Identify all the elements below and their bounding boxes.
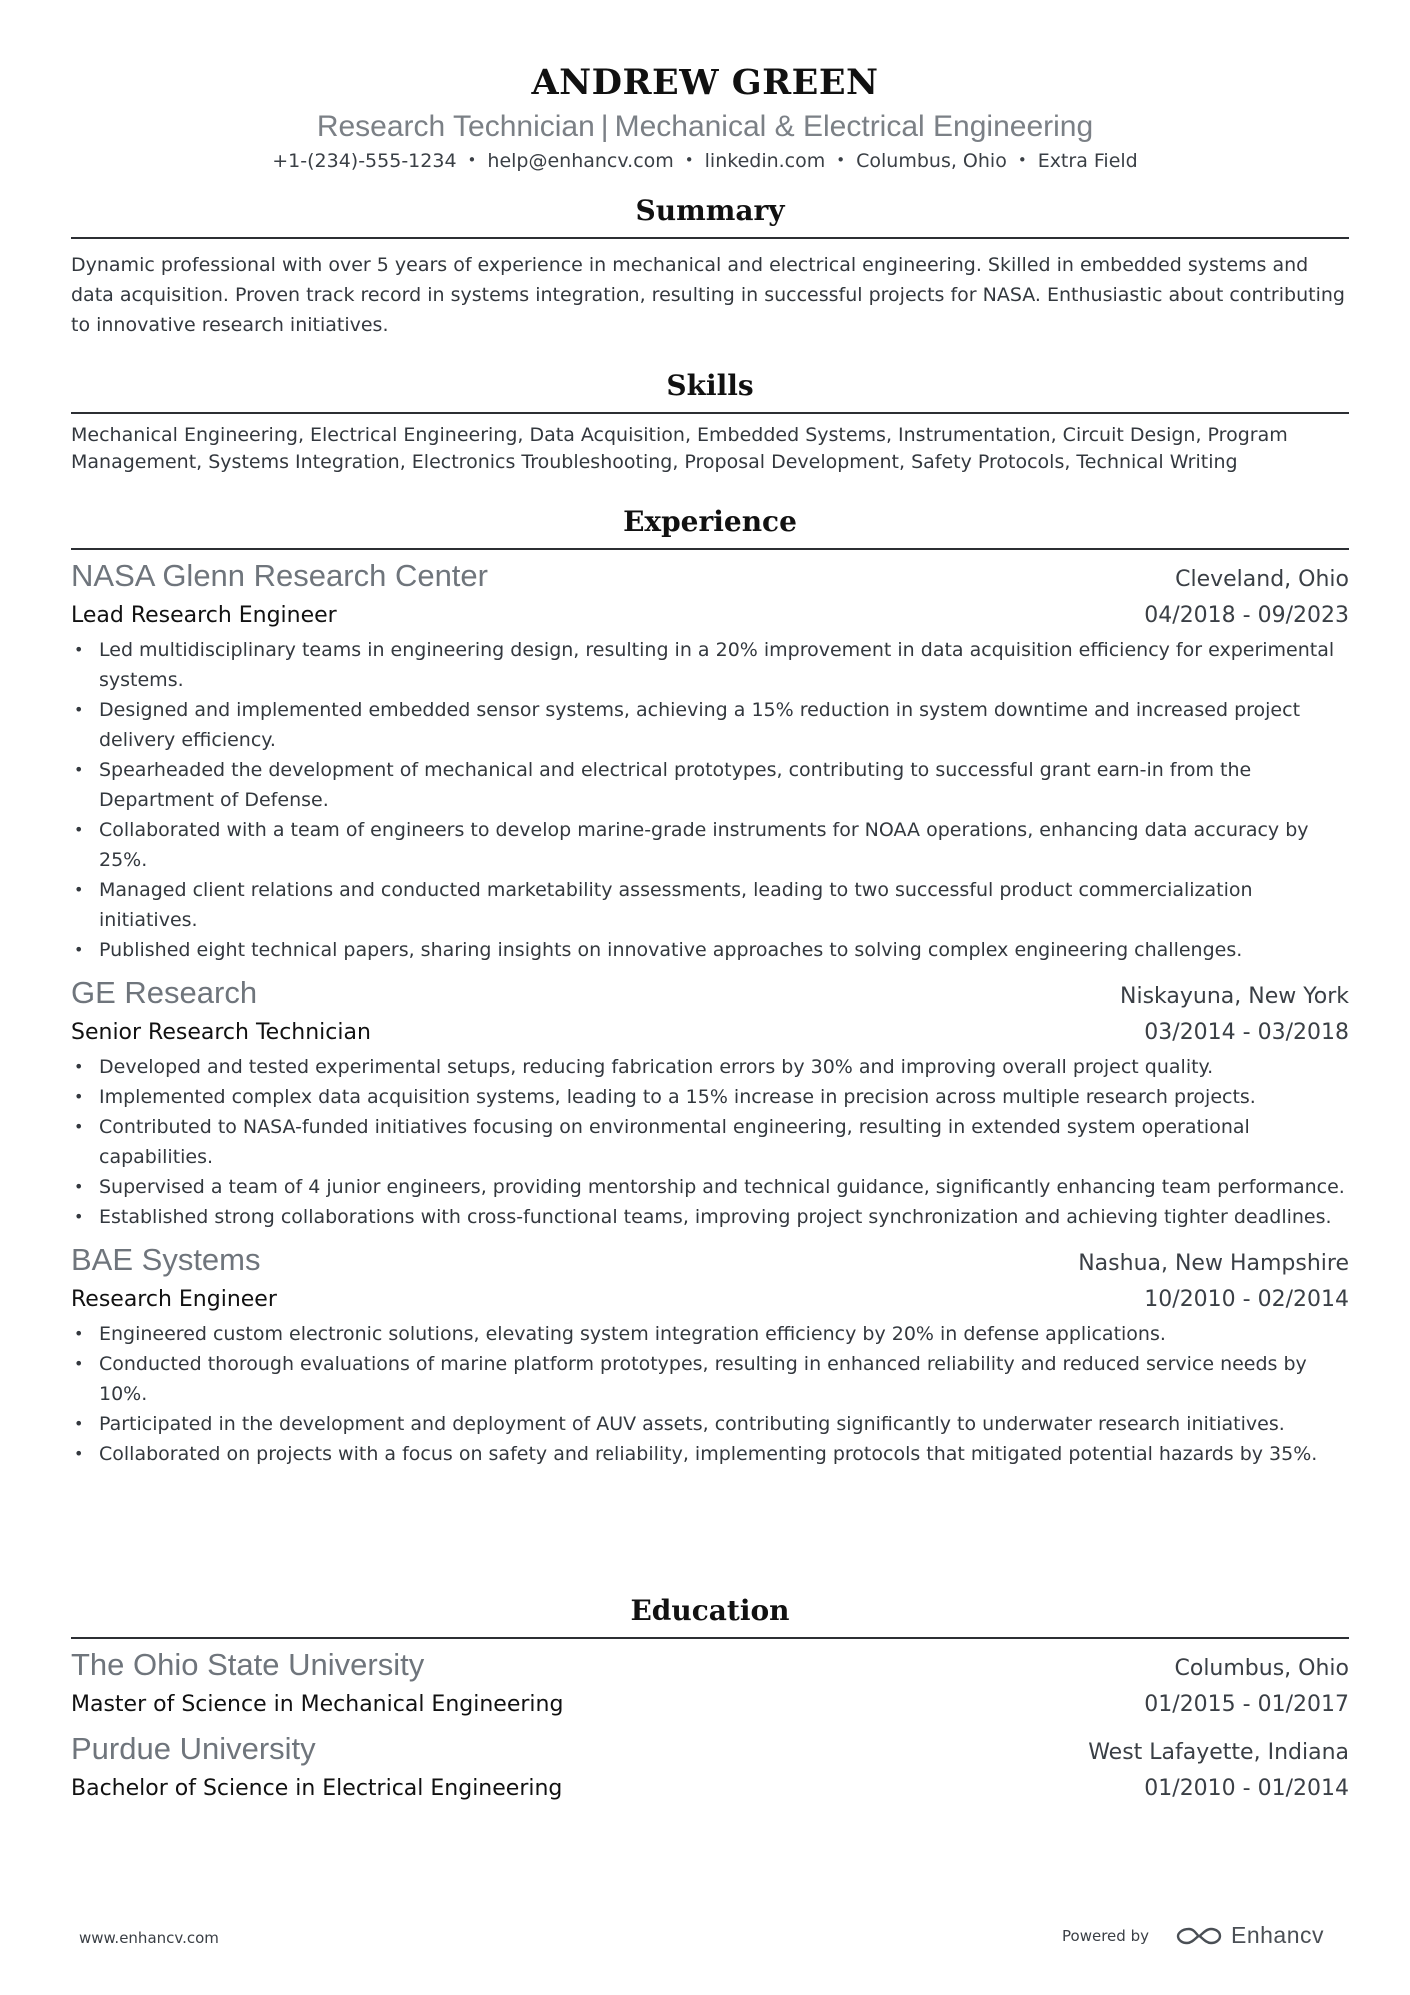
bullet-dot: • bbox=[74, 760, 84, 779]
enhancv-brand-name[interactable]: Enhancv bbox=[1230, 1922, 1324, 1948]
bullet-item bbox=[71, 695, 1349, 755]
bullet-dot: • bbox=[74, 1057, 84, 1076]
school-location: West Lafayette, Indiana bbox=[1088, 1740, 1349, 1765]
degree-name: Master of Science in Mechanical Engineering bbox=[71, 1692, 564, 1717]
enhancv-logo-icon bbox=[1175, 1924, 1223, 1948]
section-title-summary: Summary bbox=[635, 194, 785, 227]
bullet-item bbox=[71, 1202, 1349, 1232]
section-divider bbox=[71, 1637, 1349, 1639]
job-bullets bbox=[71, 1052, 1349, 1232]
job-dates: 04/2018 - 09/2023 bbox=[1144, 603, 1349, 628]
education-entry bbox=[71, 1645, 1349, 1723]
bullet-item bbox=[71, 1112, 1349, 1172]
contact-extra-field: Extra Field bbox=[1037, 150, 1138, 172]
experience-entry bbox=[71, 1240, 1349, 1469]
section-divider bbox=[71, 237, 1349, 239]
contact-separator: • bbox=[1017, 151, 1027, 169]
footer-website-link[interactable]: www.enhancv.com bbox=[79, 1929, 219, 1947]
contact-separator: • bbox=[836, 151, 846, 169]
company-name: NASA Glenn Research Center bbox=[71, 558, 488, 593]
bullet-text: Supervised a team of 4 junior engineers, providing mentorship and technical guidance, significantly enhancing team performance. bbox=[99, 1176, 1345, 1198]
job-title: Lead Research Engineer bbox=[71, 603, 337, 628]
bullet-text: Established strong collaborations with cross-functional teams, improving project synchronization and achieving tighter deadlines. bbox=[99, 1206, 1332, 1228]
footer-branding bbox=[1062, 1922, 1324, 1949]
job-title: Senior Research Technician bbox=[71, 1020, 371, 1045]
school-name: The Ohio State University bbox=[71, 1647, 425, 1682]
company-name: BAE Systems bbox=[71, 1242, 261, 1277]
bullet-dot: • bbox=[74, 1444, 84, 1463]
bullet-item bbox=[71, 815, 1349, 875]
contact-phone[interactable]: +1-(234)-555-1234 bbox=[272, 150, 457, 172]
bullet-text: Led multidisciplinary teams in engineering design, resulting in a 20% improvement in data acquisition efficiency for experimental systems. bbox=[99, 639, 1335, 691]
experience-entry bbox=[71, 556, 1349, 965]
bullet-text: Contributed to NASA-funded initiatives focusing on environmental engineering, resulting in extended system operational capabilities. bbox=[99, 1116, 1250, 1168]
bullet-item bbox=[71, 1172, 1349, 1202]
job-bullets bbox=[71, 635, 1349, 965]
bullet-item bbox=[71, 935, 1349, 965]
bullet-dot: • bbox=[74, 820, 84, 839]
education-dates: 01/2015 - 01/2017 bbox=[1144, 1692, 1349, 1717]
bullet-dot: • bbox=[74, 1324, 84, 1343]
bullet-dot: • bbox=[74, 1177, 84, 1196]
candidate-title bbox=[0, 108, 1410, 146]
section-title-experience: Experience bbox=[623, 505, 797, 538]
bullet-dot: • bbox=[74, 700, 84, 719]
contact-email[interactable]: help@enhancv.com bbox=[487, 150, 674, 172]
bullet-dot: • bbox=[74, 1414, 84, 1433]
bullet-dot: • bbox=[74, 1207, 84, 1226]
bullet-text: Managed client relations and conducted marketability assessments, leading to two successful product commercialization initiatives. bbox=[99, 879, 1253, 931]
contact-separator: • bbox=[684, 151, 694, 169]
job-title: Research Engineer bbox=[71, 1287, 277, 1312]
bullet-item bbox=[71, 1409, 1349, 1439]
section-title-skills: Skills bbox=[666, 369, 754, 402]
school-location: Columbus, Ohio bbox=[1174, 1656, 1349, 1681]
powered-by-label: Powered by bbox=[1062, 1926, 1149, 1945]
contact-separator: • bbox=[467, 151, 477, 169]
section-divider bbox=[71, 548, 1349, 550]
bullet-text: Designed and implemented embedded sensor systems, achieving a 15% reduction in system downtime and increased project delivery efficiency. bbox=[99, 699, 1301, 751]
school-name: Purdue University bbox=[71, 1731, 316, 1766]
bullet-text: Collaborated on projects with a focus on safety and reliability, implementing protocols that mitigated potential hazards by 35%. bbox=[99, 1443, 1318, 1465]
bullet-dot: • bbox=[74, 1117, 84, 1136]
bullet-item bbox=[71, 1082, 1349, 1112]
bullet-item bbox=[71, 1439, 1349, 1469]
bullet-text: Implemented complex data acquisition systems, leading to a 15% increase in precision across multiple research projects. bbox=[99, 1086, 1256, 1108]
bullet-item bbox=[71, 1319, 1349, 1349]
bullet-dot: • bbox=[74, 1087, 84, 1106]
job-dates: 10/2010 - 02/2014 bbox=[1144, 1287, 1349, 1312]
section-divider bbox=[71, 412, 1349, 414]
job-location: Cleveland, Ohio bbox=[1175, 567, 1349, 592]
job-location: Niskayuna, New York bbox=[1120, 984, 1349, 1009]
bullet-dot: • bbox=[74, 640, 84, 659]
skills-text: Mechanical Engineering, Electrical Engineering, Data Acquisition, Embedded Systems, Instrumentation, Circuit Design, Program Management, Systems Integration, Electronics Troubleshooting, Proposal Development, Safety Protocols, Technical Writing bbox=[71, 424, 1288, 473]
education-entry bbox=[71, 1729, 1349, 1807]
job-location: Nashua, New Hampshire bbox=[1078, 1251, 1349, 1276]
company-name: GE Research bbox=[71, 975, 258, 1010]
contact-location: Columbus, Ohio bbox=[856, 150, 1007, 172]
summary-section bbox=[71, 193, 1349, 340]
bullet-dot: • bbox=[74, 880, 84, 899]
resume-header bbox=[0, 60, 1410, 176]
job-dates: 03/2014 - 03/2018 bbox=[1144, 1020, 1349, 1045]
title-field: Mechanical & Electrical Engineering bbox=[614, 110, 1094, 143]
bullet-item bbox=[71, 755, 1349, 815]
bullet-item bbox=[71, 1349, 1349, 1409]
contact-linkedin[interactable]: linkedin.com bbox=[704, 150, 826, 172]
bullet-dot: • bbox=[74, 940, 84, 959]
bullet-text: Conducted thorough evaluations of marine platform prototypes, resulting in enhanced reliability and reduced service needs by 10%. bbox=[99, 1353, 1307, 1405]
skills-section bbox=[71, 368, 1349, 476]
bullet-item bbox=[71, 875, 1349, 935]
bullet-text: Published eight technical papers, sharing insights on innovative approaches to solving complex engineering challenges. bbox=[99, 939, 1243, 961]
bullet-text: Collaborated with a team of engineers to develop marine-grade instruments for NOAA operations, enhancing data accuracy by 25%. bbox=[99, 819, 1309, 871]
education-dates: 01/2010 - 01/2014 bbox=[1144, 1776, 1349, 1801]
bullet-dot: • bbox=[74, 1354, 84, 1373]
bullet-text: Spearheaded the development of mechanical and electrical prototypes, contributing to successful grant earn-in from the Department of Defense. bbox=[99, 759, 1252, 811]
experience-entry bbox=[71, 973, 1349, 1232]
bullet-text: Participated in the development and deployment of AUV assets, contributing significantly to underwater research initiatives. bbox=[99, 1413, 1285, 1435]
contact-line bbox=[0, 147, 1410, 176]
job-bullets bbox=[71, 1319, 1349, 1469]
bullet-text: Engineered custom electronic solutions, elevating system integration efficiency by 20% in defense applications. bbox=[99, 1323, 1166, 1345]
section-title-education: Education bbox=[630, 1594, 790, 1627]
candidate-name: ANDREW GREEN bbox=[531, 62, 879, 103]
summary-text: Dynamic professional with over 5 years of experience in mechanical and electrical engineering. Skilled in embedded systems and data acquisition. Proven track record in systems integration, resulting in successful projects for NASA. Enthusiastic about contributing to innovative research initiatives. bbox=[71, 254, 1345, 336]
title-role: Research Technician bbox=[316, 110, 595, 143]
education-section bbox=[71, 1593, 1349, 1807]
title-separator: | bbox=[600, 110, 609, 143]
experience-section bbox=[71, 504, 1349, 1469]
bullet-item bbox=[71, 635, 1349, 695]
bullet-text: Developed and tested experimental setups, reducing fabrication errors by 30% and improving overall project quality. bbox=[99, 1056, 1214, 1078]
bullet-item bbox=[71, 1052, 1349, 1082]
degree-name: Bachelor of Science in Electrical Engineering bbox=[71, 1776, 563, 1801]
